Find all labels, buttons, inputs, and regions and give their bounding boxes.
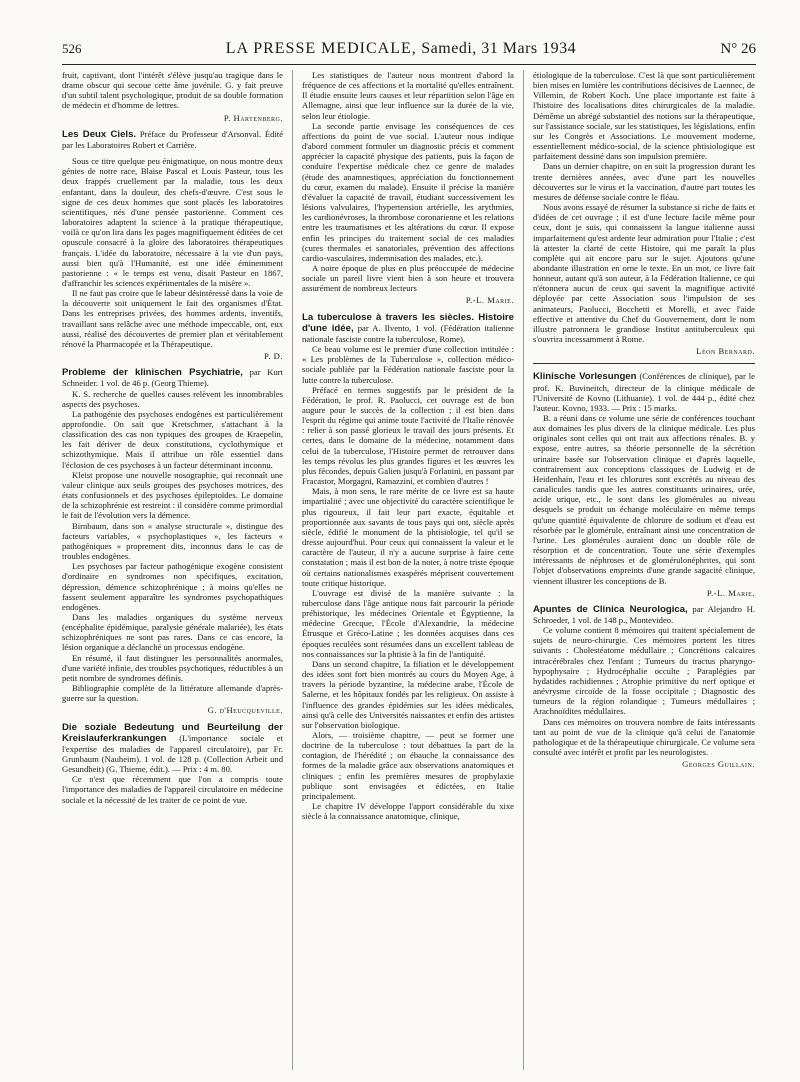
- review-title: Apuntes de Clinica Neurologica,: [533, 603, 688, 615]
- issue-date: Samedi, 31 Mars 1934: [421, 40, 577, 57]
- paragraph: Birnbaum, dans son « analyse structurale », distingue des facteurs variables, « psychoplastiques », les facteurs « pathogéniques » proprement dits, inconnus dans le cas de troubles endogènes.: [62, 520, 283, 562]
- signature: Léon Bernard.: [696, 346, 755, 357]
- paragraph: La pathogénie des psychoses endogènes est particulièrement approfondie. On sait que Kretschmer, s'attachant à la classification des cas non typiques des groupes de Kraepelin, les fait dériver de deux constitutions, cyclothymique et schizothymique. Mais il attribue un rôle essentiel dans l'éclosion de ces psychoses à un facteur déterminant inconnu.: [62, 408, 283, 470]
- article-columns: [62, 70, 756, 1070]
- journal-header-title: [226, 40, 576, 58]
- paragraph: étiologique de la tuberculose. C'est là que sont particulièrement bien mises en lumière les contributions décisives de Laennec, de Villemin, de Robert Koch. Une place importante est faite à l'histoire des localisations dites chirurgicales de la maladie. Démême un abrégé substantiel des notions sur la thérapeutique, sur l'assistance sociale, sur les statistiques, les législations, enfin sur les Congrès et Associations. Le mouvement moderne, essentiellement médico-social, de la science phtisiologique est parfaitement dessiné dans son impulsion première.: [533, 70, 755, 162]
- review-title: Klinische Vorlesungen: [533, 371, 637, 383]
- review-heading: [533, 371, 755, 413]
- paragraph: Dans un second chapitre, la filiation et le développement des idées sont fort bien montrés au cours du Moyen Age, à travers la période byzantine, la médecine arabe, l'École de Salerne, et les hôpitaux fondés par les religieux. On assiste à l'influence des grandes épidémies sur les idées médicales, ainsi qu'à celle des Universités naissantes et enfin des artistes sur l'observation biologique.: [302, 658, 514, 730]
- paragraph: Kleist propose une nouvelle nosographie, qui reconnaît une valeur clinique aux seuls groupes des psychoses motrices, des états confusionnels et des psychoses épileptoïdes. Le domaine de la schizophrénie est restreint : il considère comme primordial le fait de l'évolution vers la démence.: [62, 469, 283, 521]
- paragraph: Bibliographie complète de la littérature allemande d'après-guerre sur la question.: [62, 683, 283, 704]
- paragraph: Dans les maladies organiques du système nerveux (encéphalite épidémique, paralysie générale malariée), les états schizophréniques ne sont pas rares. Dans ce cas encore, la lésion organique a déclanché un processus endogène.: [62, 611, 283, 653]
- paragraph: Les statistiques de l'auteur nous montrent d'abord la fréquence de ces affections et la mortalité qu'elles entraînent. Il étudie ensuite leurs causes et leur répartition selon l'âge en Allemagne, ainsi que leur influence sur la durée de la vie, selon leur étiologie.: [302, 70, 514, 121]
- journal-title: LA PRESSE MEDICALE,: [225, 40, 417, 57]
- paragraph: K. S. recherche de quelles causes relèvent les innombrables aspects des psychoses.: [62, 388, 283, 409]
- issue-number: N° 26: [720, 41, 756, 57]
- paragraph: Les psychoses par facteur pathogénique exogène consistent d'ordinaire en syndromes non spécifiques, excitation, dépression, démence schizophrénique ; à moins qu'elles ne fassent seulement apparaître les syndromes psychopathiques endogènes.: [62, 561, 283, 612]
- paragraph: Sous ce titre quelque peu énigmatique, on nous montre deux génies de notre race, Blaise Pascal et Louis Pasteur, tous les deux frappés cruellement par la maladie, tous les deux enfantant, dans la douleur, des chefs-d'œuvre. C'est sous le signe de ces deux hommes que sont placés les laboratoires scientifiques, nés d'une pensée pastorienne. Comment ces laboratoires adaptent la science à la pratique thérapeutique, voilà ce qu'on lira dans les pages magnifiquement éditées de cet opuscule consacré à la gloire des laboratoires thérapeutiques français. L'idée du laboratoire, nécessaire à la vie d'un pays, aussi bien qu'à l'Humanité, est une idée éminemment pastorienne : « le temps est venu, disait Pasteur en 1867, d'affranchir les sciences expérimentales de la misère ».: [62, 156, 283, 288]
- review-info: par Alejandro H. Schroeder, 1 vol. de 148 p., Montevideo.: [533, 603, 755, 625]
- signature: Georges Guillain.: [682, 759, 755, 770]
- column-2: [293, 70, 524, 1070]
- signature: P. D.: [264, 351, 283, 362]
- paragraph: Le chapitre IV développe l'apport considérable du xixe siècle à la connaissance anatomique, clinique,: [302, 801, 514, 822]
- review-heading: [533, 604, 755, 625]
- page-number: 526: [62, 41, 82, 56]
- signature: P.-L. Marie.: [706, 587, 755, 598]
- paragraph: fruit, captivant, dont l'intérêt s'élève jusqu'au tragique dans le drame obscur qui secoue cette âme juvénile. G. y fait preuve d'un subtil talent psychologique, produit de sa double formation de médecin et d'homme de lettres.: [62, 70, 283, 111]
- review-info: par A. Ilvento, 1 vol. (Fédération italienne nationale fasciste contre la tuberculose, Rome).: [302, 322, 514, 344]
- paragraph: Ce beau volume est le premier d'une collection intitulée : « Les problèmes de la Tuberculose », collection médico-sociale publiée par la Fédération nationale fasciste pour la lutte contre la tuberculose.: [302, 344, 514, 385]
- review-info: Préface du Professeur d'Arsonval. Édité par les Laboratoires Robert et Carrière.: [62, 128, 284, 150]
- review-heading: [62, 722, 283, 775]
- paragraph: Préfacé en termes suggestifs par le président de la Fédération, le prof. R. Paolucci, cet ouvrage est de bon augure pour le succès de la collection ; il est bien dans l'esprit du régime qui anime toute l'activité de l'Italie rénovée : relier à son passé glorieux le travail des jours présents. Et certes, dans le domaine de la médecine, notamment dans celui de la tuberculose, l'Histoire permet de retrouver dans les temps révolus les plus grandes figures et les œuvres les plus fécondes, depuis Galien jusqu'à Forlanini, en passant par Fracastor, Morgagni, Ramazzini, et combien d'autres !: [302, 384, 514, 487]
- paragraph: L'ouvrage est divisé de la manière suivante : la tuberculose dans l'âge antique nous fait parcourir la période préhistorique, les médecines Orientale et Égyptienne, la médecine Grecque, l'École d'Alexandrie, la médecine Étrusque et Gréco-Latine ; les données acquises dans ces époques reculées sont résumées dans un excellent tableau de nos connaissances sur la phtisie à la fin de l'antiquité.: [302, 587, 514, 659]
- paragraph: Dans un dernier chapitre, on en suit la progression durant les trente dernières années, avec d'une part les nouvelles découvertes sur le virus et la vaccination, d'autre part toutes les mesures de défense sociale contre le fléau.: [533, 161, 755, 202]
- review-info: (L'importance sociale et l'expertise des maladies de l'appareil circulatoire), par Fr. Grunbaum (Nauheim). 1 vol. de 128 p. (Collection Arbeit und Gesundheit) (G. Thieme, édit.). — Prix : 4 m. 80.: [62, 732, 283, 775]
- review-title: Die soziale Bedeutung und Beurteilung der Kreislauferkrankungen: [62, 721, 283, 744]
- review-heading: [62, 129, 283, 150]
- column-3: [524, 70, 755, 1070]
- signature: G. d'Heucqueville.: [207, 705, 283, 716]
- page-header: [62, 40, 756, 62]
- review-info: par Kurt Schneider. 1 vol. de 46 p. (Georg Thieme).: [62, 367, 283, 389]
- paragraph: Mais, à mon sens, le rare mérite de ce livre est sa haute impartialité ; avec une objectivité du caractère scientifique le plus rigoureux, il fait leur part exacte, équitable et proportionnée aux savants de tous pays qui ont, siècle après siècle, édifié le monument de la phtisiologie, tel qu'il se dresse aujourd'hui. Pour ceux qui connaissent la valeur et le caractère de l'auteur, il n'y a aucune surprise à faire cette constatation ; mais il est bon de la noter, à notre triste époque où certains nationalismes exaspérés méprisent couvertement toute critique historique.: [302, 486, 514, 588]
- paragraph: Ce volume contient 8 mémoires qui traitent spécialement de sujets de neuro-chirurgie. Ces mémoires portent les titres suivants : Cholestéatome médullaire ; Concrétions calcaires intracérébrales chez l'enfant ; Tumeurs du tractus pharyngo-hypophysaire ; Hydrocéphalie occulte ; Paraplégies par hydatides rachidiennes ; Atrophie primitive du nerf optique et anévrysme circoïde de la fosse occipitale ; Diagnostic des tumeurs de la région rolandique ; Tumeurs médullaires ; Arachnoïdites médullaires.: [533, 625, 755, 717]
- paragraph: A notre époque de plus en plus préoccupée de médecine sociale un pareil livre vient bien à son heure et trouvera assurément de nombreux lecteurs: [302, 262, 514, 294]
- paragraph: Nous avons essayé de résumer la substance si riche de faits et d'idées de cet ouvrage ; il est d'une lecture facile même pour ceux, dont je suis, qui connaissent la langue italienne aussi imparfaitement qu'est ardente leur admiration pour l'Italie ; c'est là attester la clarté de cette Histoire, qui me paraît la plus complète qui ait encore paru sur le sujet. Ajoutons qu'une abondante illustration en orne le texte. En un mot, ce livre fait honneur, autant qu'à son auteur, à la Fédération Italienne, ce qui n'étonnera aucun de ceux qui savent la magnifique activité déployée par cette Association sous l'impulsion de ses animateurs, Paolucci, Bocchetti et Morelli, et avec l'aide effective et attentive du Chef du Gouvernement, dont le nom illustre patronnera le grandiose Institut antituberculeux qui s'ouvrira incessamment à Rome.: [533, 202, 755, 345]
- signature: P. Hartenberg.: [223, 112, 283, 123]
- paragraph: Ce n'est que récemment que l'on a compris toute l'importance des maladies de l'appareil circulatoire en médecine sociale et la nécessité de les traiter de ce point de vue.: [62, 774, 283, 805]
- column-1: [62, 70, 293, 1070]
- paragraph: Il ne faut pas croire que le labeur désintéressé dans la voie de la découverte soit uniquement le fait des organismes d'État. Dans les entreprises privées, des hommes ardents, inventifs, travaillant sans relâche avec une méthode impeccable, ont, eux aussi, réalisé des découvertes de premier plan et véritablement rénové la Pharmacopée et la Thérapeutique.: [62, 288, 283, 349]
- paragraph: En résumé, il faut distinguer les personnalités anormales, d'une variété infinie, des troubles psychotiques, réductibles à un petit nombre de syndromes définis.: [62, 652, 283, 683]
- signature: P.-L. Marie.: [465, 295, 514, 306]
- review-title: Les Deux Ciels.: [62, 128, 137, 140]
- review-heading: [302, 312, 514, 344]
- review-heading: [62, 367, 283, 388]
- paragraph: Alors, — troisième chapitre, — peut se former une doctrine de la tuberculose : tout débattues la part de la contagion, de l'hérédité ; on ébauche la connaissance des formes de la maladie grâce aux observations anatomiques et cliniques ; enfin les premières mesures de prophylaxie publique sont envisagées et édictées, en Italie principalement.: [302, 730, 514, 801]
- review-title: La tuberculose à travers les siècles. Histoire d'une idée,: [302, 311, 514, 334]
- paragraph: B. a réuni dans ce volume une série de conférences touchant aux domaines les plus divers de la clinique médicale. Les plus originales sont celles qui ont trait aux affections rénales. B. y expose, entre autres, sa théorie personnelle de la sécrétion urinaire basée sur l'observation clinique et d'après laquelle, contrairement aux conceptions classiques de Ludwig et de Heidenhain, l'eau et les chlorures sont excrétés au niveau des canalicules tandis que les autres constituants urinaires, urée, acide urique, etc., le sont dans les glomérules au niveau desquels se produit un échange moléculaire en même temps qu'une quantité équivalente de chlorure de sodium et d'eau est résorbée par le glomérule, entraînant ainsi une concentration de l'urine. Les glomérules auraient donc un double rôle de résorption et de concentration. Toute une série d'exemples intéressants de néphroses et de glomérulonéphrites, qui sont l'objet d'observations empreints d'une grande sagacité clinique, viennent illustrer les conceptions de B.: [533, 413, 755, 586]
- paragraph: Dans ces mémoires on trouvera nombre de faits intéressants tant au point de vue de la clinique qu'à celui de l'anatomie pathologique et de la thérapeutique chirurgicale. Ce volume sera consulté avec intérêt et profit par les neurologistes.: [533, 716, 755, 757]
- header-rule: [62, 64, 756, 65]
- review-title: Probleme der klinischen Psychiatrie,: [62, 367, 243, 379]
- section-divider: [533, 363, 755, 364]
- review-info: (Conférences de clinique), par le prof. K. Buvineitch, directeur de la clinique médicale de l'Université de Kovno (Lithuanie). 1 vol. de 444 p., édité chez l'auteur. Kovno, 1933. — Prix : 15 marks.: [533, 371, 755, 413]
- paragraph: La seconde partie envisage les conséquences de ces affections du point de vue social. L'auteur nous indique d'abord comment formuler un diagnostic précis et comment apprécier la capacité physique des patients, puis la façon de conduire l'expertise médicale chez ce genre de malades (étude des anamnestiques, appréciation du fonctionnement du cœur, examen du malade). Ensuite il précise la manière d'évaluer la capacité de travail, étudiant successivement les lésions valvulaires, l'hypertension artérielle, les arythmies, les cardionévroses, la thrombose coronarienne et les relations entre les traumatismes et les altérations du cœur. Il expose enfin les principes du traitement social de ces maladies (cures thermales et sanatoriales, prévention des affections cardio-vasculaires, indemnisation des malades, etc.).: [302, 120, 514, 263]
